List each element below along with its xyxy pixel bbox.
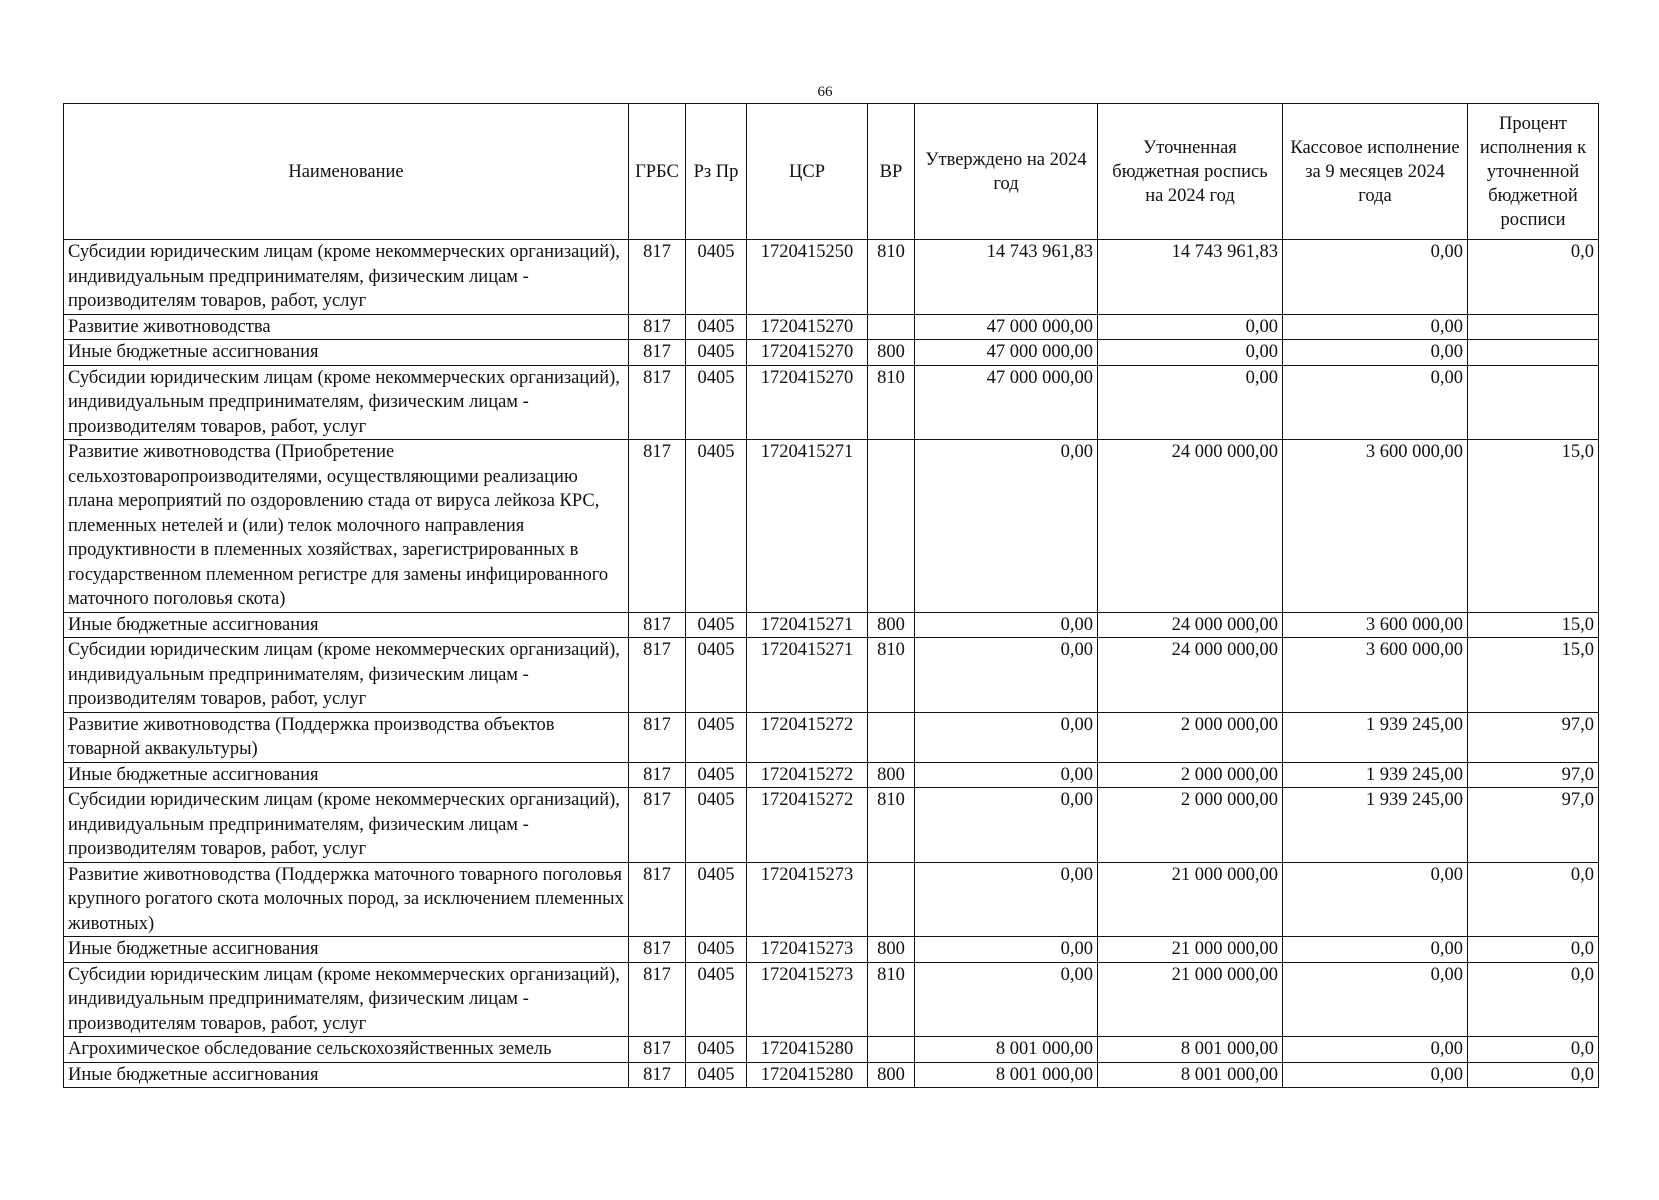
cell-cash: 3 600 000,00 [1283,638,1468,713]
cell-grbs: 817 [629,440,686,613]
cell-refined: 8 001 000,00 [1098,1062,1283,1088]
cell-cash: 0,00 [1283,1062,1468,1088]
header-row [64,104,1599,240]
cell-percent: 15,0 [1468,440,1599,613]
cell-refined: 2 000 000,00 [1098,762,1283,788]
cell-approved: 14 743 961,83 [915,240,1098,315]
table-row [64,962,1599,1037]
cell-csr: 1720415272 [747,788,868,863]
header-cash: Кассовое исполнение за 9 месяцев 2024 года [1283,104,1468,240]
cell-vr: 810 [868,638,915,713]
cell-vr: 810 [868,788,915,863]
cell-rzpr: 0405 [686,240,747,315]
cell-grbs: 817 [629,240,686,315]
cell-cash: 0,00 [1283,962,1468,1037]
cell-vr: 810 [868,365,915,440]
cell-percent: 15,0 [1468,638,1599,713]
cell-refined: 21 000 000,00 [1098,962,1283,1037]
cell-percent [1468,365,1599,440]
cell-grbs: 817 [629,612,686,638]
cell-percent [1468,314,1599,340]
cell-percent: 97,0 [1468,712,1599,762]
cell-approved: 0,00 [915,788,1098,863]
table-row [64,937,1599,963]
cell-grbs: 817 [629,712,686,762]
cell-name: Субсидии юридическим лицам (кроме некоммерческих организаций), индивидуальным предпринимателям, физическим лицам - производителям товаров, работ, услуг [64,365,629,440]
cell-name: Иные бюджетные ассигнования [64,340,629,366]
cell-cash: 0,00 [1283,240,1468,315]
cell-refined: 21 000 000,00 [1098,937,1283,963]
header-refined: Уточненная бюджетная роспись на 2024 год [1098,104,1283,240]
cell-cash: 0,00 [1283,862,1468,937]
cell-vr [868,1037,915,1063]
cell-grbs: 817 [629,638,686,713]
header-csr: ЦСР [747,104,868,240]
cell-refined: 0,00 [1098,314,1283,340]
cell-rzpr: 0405 [686,862,747,937]
cell-percent [1468,340,1599,366]
cell-rzpr: 0405 [686,1037,747,1063]
table-row [64,1037,1599,1063]
table-row [64,862,1599,937]
cell-grbs: 817 [629,862,686,937]
cell-percent: 97,0 [1468,762,1599,788]
cell-percent: 0,0 [1468,962,1599,1037]
table-body [64,240,1599,1088]
cell-approved: 0,00 [915,712,1098,762]
header-rzpr: Рз Пр [686,104,747,240]
cell-rzpr: 0405 [686,788,747,863]
cell-csr: 1720415271 [747,612,868,638]
cell-refined: 0,00 [1098,365,1283,440]
cell-csr: 1720415273 [747,962,868,1037]
cell-vr [868,440,915,613]
cell-approved: 0,00 [915,612,1098,638]
cell-name: Иные бюджетные ассигнования [64,937,629,963]
header-approved: Утверждено на 2024 год [915,104,1098,240]
cell-percent: 97,0 [1468,788,1599,863]
cell-approved: 8 001 000,00 [915,1062,1098,1088]
cell-name: Агрохимическое обследование сельскохозяйственных земель [64,1037,629,1063]
cell-vr: 810 [868,240,915,315]
cell-rzpr: 0405 [686,712,747,762]
cell-name: Развитие животноводства (Поддержка производства объектов товарной аквакультуры) [64,712,629,762]
cell-csr: 1720415272 [747,712,868,762]
cell-cash: 1 939 245,00 [1283,788,1468,863]
header-percent: Процент исполнения к уточненной бюджетной росписи [1468,104,1599,240]
table-row [64,340,1599,366]
table-row [64,1062,1599,1088]
cell-csr: 1720415250 [747,240,868,315]
cell-approved: 8 001 000,00 [915,1037,1098,1063]
cell-rzpr: 0405 [686,937,747,963]
cell-refined: 24 000 000,00 [1098,440,1283,613]
cell-rzpr: 0405 [686,612,747,638]
cell-grbs: 817 [629,340,686,366]
cell-name: Развитие животноводства [64,314,629,340]
cell-name: Субсидии юридическим лицам (кроме некоммерческих организаций), индивидуальным предпринимателям, физическим лицам - производителям товаров, работ, услуг [64,638,629,713]
header-vr: ВР [868,104,915,240]
cell-refined: 24 000 000,00 [1098,612,1283,638]
cell-approved: 47 000 000,00 [915,340,1098,366]
cell-name: Иные бюджетные ассигнования [64,762,629,788]
cell-rzpr: 0405 [686,762,747,788]
cell-percent: 0,0 [1468,240,1599,315]
cell-vr: 800 [868,762,915,788]
cell-name: Субсидии юридическим лицам (кроме некоммерческих организаций), индивидуальным предпринимателям, физическим лицам - производителям товаров, работ, услуг [64,240,629,315]
table-row [64,365,1599,440]
cell-cash: 0,00 [1283,937,1468,963]
cell-csr: 1720415270 [747,340,868,366]
cell-vr: 800 [868,937,915,963]
cell-percent: 15,0 [1468,612,1599,638]
table-row [64,788,1599,863]
cell-rzpr: 0405 [686,314,747,340]
cell-cash: 1 939 245,00 [1283,712,1468,762]
cell-grbs: 817 [629,1062,686,1088]
cell-csr: 1720415273 [747,937,868,963]
cell-csr: 1720415270 [747,314,868,340]
cell-cash: 0,00 [1283,340,1468,366]
cell-name: Иные бюджетные ассигнования [64,1062,629,1088]
cell-name: Субсидии юридическим лицам (кроме некоммерческих организаций), индивидуальным предпринимателям, физическим лицам - производителям товаров, работ, услуг [64,962,629,1037]
cell-csr: 1720415280 [747,1062,868,1088]
cell-refined: 0,00 [1098,340,1283,366]
cell-csr: 1720415273 [747,862,868,937]
cell-rzpr: 0405 [686,440,747,613]
table-row [64,240,1599,315]
cell-refined: 14 743 961,83 [1098,240,1283,315]
cell-approved: 0,00 [915,762,1098,788]
cell-csr: 1720415272 [747,762,868,788]
cell-grbs: 817 [629,365,686,440]
budget-table [63,103,1599,1088]
table-row [64,440,1599,613]
cell-approved: 47 000 000,00 [915,314,1098,340]
cell-refined: 2 000 000,00 [1098,712,1283,762]
cell-vr: 800 [868,612,915,638]
cell-percent: 0,0 [1468,1062,1599,1088]
cell-cash: 0,00 [1283,365,1468,440]
cell-vr: 800 [868,340,915,366]
cell-cash: 3 600 000,00 [1283,612,1468,638]
cell-vr [868,862,915,937]
cell-refined: 24 000 000,00 [1098,638,1283,713]
cell-csr: 1720415280 [747,1037,868,1063]
table-row [64,314,1599,340]
cell-cash: 0,00 [1283,1037,1468,1063]
cell-name: Развитие животноводства (Поддержка маточного товарного поголовья крупного рогатого скота молочных пород, за исключением племенных животных) [64,862,629,937]
cell-vr [868,314,915,340]
cell-grbs: 817 [629,962,686,1037]
cell-csr: 1720415271 [747,440,868,613]
table-row [64,762,1599,788]
cell-rzpr: 0405 [686,638,747,713]
header-name: Наименование [64,104,629,240]
cell-csr: 1720415271 [747,638,868,713]
cell-rzpr: 0405 [686,340,747,366]
cell-rzpr: 0405 [686,365,747,440]
cell-rzpr: 0405 [686,962,747,1037]
cell-cash: 0,00 [1283,314,1468,340]
cell-vr: 810 [868,962,915,1037]
header-grbs: ГРБС [629,104,686,240]
cell-grbs: 817 [629,937,686,963]
cell-grbs: 817 [629,314,686,340]
cell-vr: 800 [868,1062,915,1088]
cell-grbs: 817 [629,1037,686,1063]
page-number: 66 [817,84,833,100]
cell-percent: 0,0 [1468,862,1599,937]
cell-approved: 0,00 [915,962,1098,1037]
cell-grbs: 817 [629,762,686,788]
cell-percent: 0,0 [1468,1037,1599,1063]
cell-refined: 8 001 000,00 [1098,1037,1283,1063]
cell-name: Субсидии юридическим лицам (кроме некоммерческих организаций), индивидуальным предпринимателям, физическим лицам - производителям товаров, работ, услуг [64,788,629,863]
cell-vr [868,712,915,762]
table-row [64,712,1599,762]
cell-approved: 0,00 [915,440,1098,613]
cell-refined: 2 000 000,00 [1098,788,1283,863]
cell-approved: 0,00 [915,937,1098,963]
cell-approved: 47 000 000,00 [915,365,1098,440]
cell-grbs: 817 [629,788,686,863]
cell-refined: 21 000 000,00 [1098,862,1283,937]
cell-name: Иные бюджетные ассигнования [64,612,629,638]
cell-approved: 0,00 [915,638,1098,713]
cell-cash: 1 939 245,00 [1283,762,1468,788]
cell-percent: 0,0 [1468,937,1599,963]
cell-csr: 1720415270 [747,365,868,440]
cell-approved: 0,00 [915,862,1098,937]
table-row [64,638,1599,713]
table-row [64,612,1599,638]
cell-cash: 3 600 000,00 [1283,440,1468,613]
cell-name: Развитие животноводства (Приобретение сельхозтоваропроизводителями, осуществляющими реализацию плана мероприятий по оздоровлению стада от вируса лейкоза КРС, племенных нетелей и (или) телок молочного направления продуктивности в племенных хозяйствах, зарегистрированных в государственном племенном регистре для замены инфицированного маточного поголовья скота) [64,440,629,613]
cell-rzpr: 0405 [686,1062,747,1088]
